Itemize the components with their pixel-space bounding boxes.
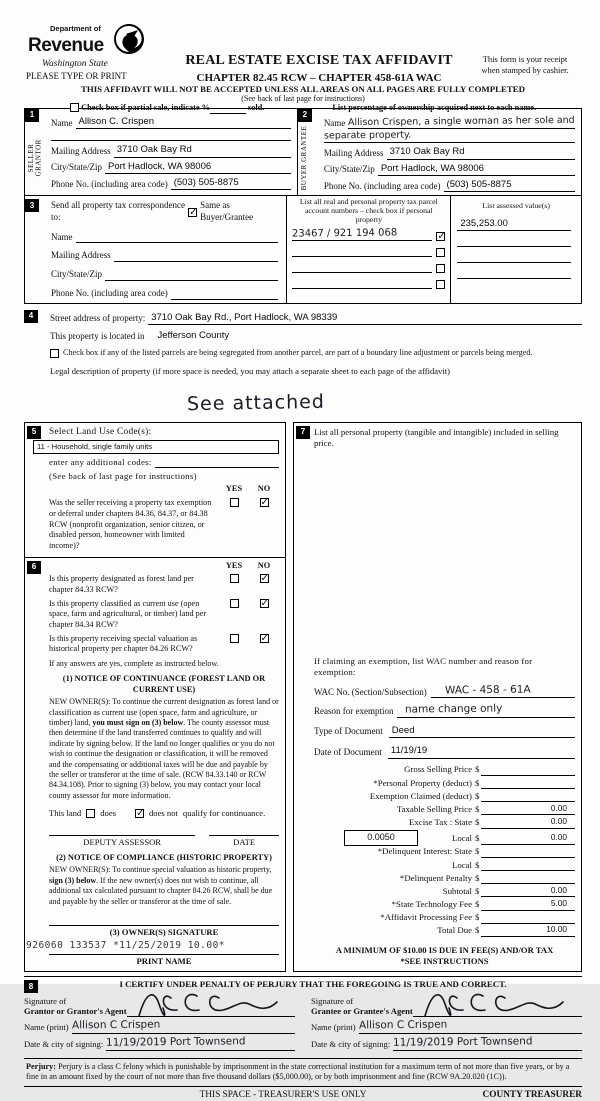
no-header: NO [257,484,271,494]
dollar-sign: $ [475,899,480,910]
parcel-numbers-column [286,196,450,302]
affidavit-processing-fee-value [567,911,575,921]
buyer-mailing-field[interactable] [387,146,575,159]
no-header-2: NO [257,560,271,570]
additional-codes-label: enter any additional codes: [49,456,152,467]
treasurer-space-label: THIS SPACE - TREASURER'S USE ONLY [199,1089,367,1100]
total-due-label: Total Due [437,925,472,936]
section-6-number: 6 [27,561,41,574]
wac-number-value: WAC - 458 - 61A [444,683,531,697]
see-attached-handwriting: See attached [186,390,326,416]
buyer-phone-label: Phone No. (including area code) [323,180,441,191]
continuance-heading: (1) NOTICE OF CONTINUANCE (FOREST LAND OR CURRENT USE) [62,674,266,695]
seller-phone-value: (503) 505-8875 [173,177,239,189]
grantee-date-city-value: 11/19/2019 Port Townsend [393,1035,533,1049]
subtotal-value: 0.00 [550,884,567,895]
exemption-reason-field[interactable] [397,703,575,718]
excise-tax-local-field[interactable] [481,832,575,844]
exemption-claimed-label: Exemption Claimed (deduct) [369,790,472,801]
street-address-value: 3710 Oak Bay Rd., Port Hadlock, WA 98339 [151,311,338,323]
revenue-swirl-icon [112,22,146,56]
assessed-values-column [450,196,581,302]
section-7-number: 7 [296,426,310,439]
grantee-date-city-field[interactable] [393,1036,582,1051]
seller-name2-field[interactable] [51,140,291,141]
logo-state-text: Washington State [42,59,108,70]
buyer-section [297,109,581,195]
parcel-column-header: List all real and personal property tax parcel account numbers – check box if personal property [299,197,438,225]
see-back-note: (See back of last page for instructions) [241,94,365,103]
street-address-field[interactable] [148,312,582,325]
owners-signature-line[interactable]: (3) OWNER(S) SIGNATURE [49,925,279,938]
state-technology-fee-value: 5.00 [550,898,567,909]
state-technology-fee-field[interactable] [481,898,575,910]
parcel-personal-checkbox-2[interactable] [436,248,445,257]
seller-mailing-field[interactable] [114,144,291,157]
print-name-line[interactable]: PRINT NAME [49,954,279,967]
section-3-number: 3 [25,199,39,212]
corr-phone-label: Phone No. (including area code) [51,287,168,298]
seller-name-value: Allison C. Crispen [78,116,154,127]
buyer-name2-field[interactable] [324,130,575,143]
land-does-not-checkbox[interactable] [135,809,144,818]
acceptance-warning: THIS AFFIDAVIT WILL NOT BE ACCEPTED UNLESS ALL AREAS ON ALL PAGES ARE FULLY COMPLETED [81,84,525,94]
document-type-value: Deed [391,724,415,736]
grantor-agent-label: Grantor or Grantor's Agent [24,1006,127,1017]
document-type-field[interactable] [389,725,575,738]
taxable-selling-price-label: Taxable Selling Price [396,803,472,814]
wac-number-field[interactable] [431,684,575,699]
grantor-date-city-field[interactable] [106,1036,295,1051]
land-does-checkbox[interactable] [86,809,95,818]
parties-box [24,108,582,304]
buyer-city-label: City/State/Zip [323,164,375,175]
q6c-no-checkbox[interactable] [260,634,269,643]
dollar-sign: $ [475,833,480,844]
gross-selling-price-field[interactable] [481,763,575,775]
dollar-sign: $ [475,803,480,814]
q6a-yes-checkbox[interactable] [230,574,239,583]
exemption-claimed-value [567,790,575,800]
buyer-mailing-label: Mailing Address [323,148,384,158]
logo-brand-text: Revenue [28,34,104,56]
local-rate-box[interactable]: 0.0050 [344,830,418,846]
street-address-label: Street address of property: [50,313,146,324]
delinquent-interest-state-label: *Delinquent Interest: State [377,846,472,857]
dollar-sign: $ [475,846,480,857]
grantee-date-city-label: Date & city of signing: [311,1039,391,1050]
current-use-question: Is this property classified as current use (open space, farm and agricultural, or timber) land per chapter 84.34 RCW? [49,598,207,629]
seller-city-label: City/State/Zip [51,162,102,173]
certification-section [24,976,582,1054]
buyer-city-value: Port Hadlock, WA 98006 [380,162,484,174]
corr-city-field[interactable] [105,280,278,281]
if-yes-note: If any answers are yes, complete as instructed below. [49,658,219,668]
grantor-name-print-label: Name (print) [24,1022,69,1033]
seller-phone-field[interactable] [171,177,291,190]
personal-property-deduct-field[interactable] [481,777,575,789]
delinquent-penalty-value [567,872,575,882]
perjury-notice: Perjury: Perjury is a class C felony which is punishable by imprisonment in the state correctional institution for a maximum term of not more than five years, or by a fine in an amount fixed by the court of not more than five thousand dollars ($5,000.00), or by both imprisonment and fine (RCW 9A.20.020 (1C)). [24,1058,582,1087]
assessed-field-4[interactable] [457,278,571,279]
parcel-value-1: 23467 / 921 194 068 [292,227,398,240]
grantor-signature-field[interactable] [127,993,295,1017]
corr-mailing-field[interactable] [114,261,279,262]
corr-name-field[interactable] [76,242,279,243]
buyer-mailing-value: 3710 Oak Bay Rd [389,146,465,158]
located-in-value: Jefferson County [157,329,230,341]
dollar-sign: $ [475,859,480,870]
forest-land-question: Is this property designated as forest land per chapter 84.33 RCW? [49,574,194,594]
wac-number-label: WAC No. (Section/Subsection) [314,686,427,697]
correspondence-section [25,196,286,302]
excise-tax-state-value: 0.00 [550,816,567,827]
seller-mailing-value: 3710 Oak Bay Rd [116,144,192,156]
this-land-label: This land [49,808,82,819]
document-type-label: Type of Document [314,726,383,737]
corr-city-label: City/State/Zip [51,269,102,280]
yes-header-2: YES [225,560,243,570]
delinquent-interest-local-field[interactable] [481,859,575,871]
dollar-sign: $ [475,777,480,788]
same-as-buyer-checkbox[interactable] [188,208,197,217]
land-use-column [24,422,286,973]
grantee-signature-scribble [419,986,569,1022]
affidavit-processing-fee-field[interactable] [481,911,575,923]
buyer-name-label: Name [323,117,346,128]
seller-mailing-label: Mailing Address [51,146,111,156]
q6c-yes-checkbox[interactable] [230,634,239,643]
receipt-note: This form is your receipt when stamped by cashier. [481,54,569,76]
dollar-sign: $ [475,912,480,923]
grantee-name-print-field[interactable] [359,1019,582,1034]
total-due-value: 10.00 [546,924,567,935]
compliance-heading: (2) NOTICE OF COMPLIANCE (HISTORIC PROPERTY) [56,853,272,863]
assessor-date-line[interactable]: DATE [209,835,279,848]
ownership-note: List percentage of ownership acquired next to each name. [332,103,537,112]
grantor-signature-of-label: Signature of [24,996,67,1007]
land-use-section [25,423,285,558]
corr-phone-field[interactable] [171,299,279,300]
section-4-number: 4 [24,310,38,323]
section-2-number: 2 [298,109,312,122]
legal-description-note: Legal description of property (if more space is needed, you may attach a separate sheet to each page of the affidavit) [50,365,450,376]
seller-city-field[interactable] [105,161,291,174]
minimum-fee-note: A MINIMUM OF $10.00 IS DUE IN FEE(S) AND/OR TAX *SEE INSTRUCTIONS [335,944,554,967]
taxable-selling-price-value: 0.00 [550,802,567,813]
delinquent-penalty-field[interactable] [481,872,575,884]
buyer-city-field[interactable] [378,163,575,176]
section-8-number: 8 [24,980,38,993]
dollar-sign: $ [475,872,480,883]
personal-property-note: List all personal property (tangible and intangible) included in selling price. [314,426,559,449]
segregated-note: Check box if any of the listed parcels are being segregated from another parcel, are part of a boundary line adjustment or parcels being merged. [63,348,533,358]
dollar-sign: $ [475,790,480,801]
seller-phone-label: Phone No. (including area code) [51,178,168,189]
yes-header: YES [225,484,243,494]
seller-name-field[interactable] [76,116,291,129]
grantee-signature-of-label: Signature of [311,996,354,1007]
buyer-phone-field[interactable] [444,179,575,192]
correspondence-label: Send all property tax correspondence to: [51,200,185,223]
seller-side-label: SELLER GRANTOR [27,139,43,177]
does-not-label: does not [149,808,178,819]
personal-property-deduct-value [567,777,575,787]
grantor-date-city-value: 11/19/2019 Port Townsend [106,1035,246,1049]
sold-label: sold. [248,103,265,112]
dollar-sign: $ [475,817,480,828]
grantee-name-print-value: Allison C Crispen [358,1018,447,1032]
partial-sale-label: Check box if partial sale, indicate % [81,103,210,112]
seller-name-label: Name [51,117,73,128]
delinquent-penalty-label: *Delinquent Penalty [399,872,472,883]
exemption-reason-label: Reason for exemption [314,706,394,717]
grantor-signature-scribble [133,986,283,1022]
q5-yes-checkbox[interactable] [230,498,239,507]
compliance-paragraph: NEW OWNER(S): To continue special valuation as historic property, sign (3) below. If the new owner(s) does not wish to continue, all additional tax calculated pursuant to chapter 84.26 RCW, shall be due and payable by the seller or transferor at the time of sale. [49,865,273,906]
assessed-field-3[interactable] [457,262,571,263]
exemption-deferral-question: Was the seller receiving a property tax exemption or deferral under chapters 84.36, 84.37, or 84.38 RCW (nonprofit organization, senior citizen, or disabled person, homeowner with limited income)? [49,498,212,550]
parcel-field-3[interactable] [292,272,432,273]
excise-tax-state-field[interactable] [481,816,575,828]
dollar-sign: $ [475,764,480,775]
subtotal-label: Subtotal [442,885,472,896]
taxable-selling-price-field[interactable] [481,803,575,815]
total-due-field[interactable] [481,924,575,936]
buyer-phone-value: (503) 505-8875 [446,179,512,191]
buyer-name-field[interactable] [348,116,575,129]
gross-selling-price-label: Gross Selling Price [404,764,472,775]
grantee-signature-field[interactable] [413,993,582,1017]
exemption-reason-value: name change only [405,702,503,716]
corr-mailing-label: Mailing Address [51,250,111,261]
section-5-number: 5 [27,426,41,439]
seller-city-value: Port Hadlock, WA 98006 [108,160,212,172]
logo-dept-text: Department of [50,24,101,33]
state-technology-fee-label: *State Technology Fee [391,899,472,910]
cashier-stamp: 926060 133537 *11/25/2019 10.00* [26,940,226,951]
buyer-name-value-line1: Allison Crispen, a single woman as her sole and [348,114,576,129]
same-as-buyer-label: Same as Buyer/Grantee [200,200,254,223]
does-label: does [100,808,116,819]
qualify-label: qualify for continuance. [182,808,266,819]
section-1-number: 1 [25,109,39,122]
deputy-assessor-line[interactable]: DEPUTY ASSESSOR [49,835,195,848]
document-date-field[interactable] [388,745,575,758]
form-header [24,24,582,112]
q6b-no-checkbox[interactable] [260,599,269,608]
affidavit-processing-fee-label: *Affidavit Processing Fee [380,912,472,923]
form-subtitle: CHAPTER 82.45 RCW – CHAPTER 458-61A WAC [196,72,442,85]
delinquent-interest-state-field[interactable] [481,845,575,857]
exemption-claimed-field[interactable] [481,790,575,802]
dollar-sign: $ [475,925,480,936]
assessed-field-1[interactable] [457,218,571,231]
q6a-no-checkbox[interactable] [260,574,269,583]
seller-section [25,109,297,195]
personal-property-deduct-label: *Personal Property (deduct) [373,777,472,788]
buyer-name-value-line2: separate property. [323,129,412,142]
delinquent-interest-state-value [567,845,575,855]
subtotal-field[interactable] [481,885,575,897]
delinquent-interest-local-value [567,859,575,869]
q6b-yes-checkbox[interactable] [230,599,239,608]
grantor-name-print-field[interactable] [72,1019,295,1034]
parcel-field-4[interactable] [292,288,432,289]
segregated-checkbox[interactable] [50,349,59,358]
please-type-note: PLEASE TYPE OR PRINT [26,71,127,81]
county-treasurer-label: COUNTY TREASURER [482,1089,582,1100]
historical-property-question: Is this property receiving special valuation as historical property per chapter 84.26 RCW? [49,633,198,654]
located-in-label: This property is located in [50,330,145,341]
assessed-value-1: 235,253.00 [460,217,508,229]
q5-no-checkbox[interactable] [260,498,269,507]
document-date-label: Date of Document [314,746,382,757]
classification-section [25,558,285,972]
parcel-field-2[interactable] [292,256,432,257]
assessed-field-2[interactable] [457,246,571,247]
corr-name-label: Name [51,231,73,242]
land-use-title: Select Land Use Code(s): [49,426,152,437]
parcel-personal-checkbox-4[interactable] [436,280,445,289]
buyer-side-label: BUYER GRANTEE [299,125,308,191]
parcel-field-1[interactable] [292,227,432,241]
assessed-column-header: List assessed value(s) [482,201,550,211]
grantor-name-print-value: Allison C Crispen [71,1018,160,1032]
excise-tax-local-value: 0.00 [550,832,567,843]
excise-tax-state-label: Excise Tax : State [409,817,472,828]
parcel-personal-checkbox-1[interactable] [436,232,445,241]
tax-computation-column [293,422,582,973]
excise-tax-local-label: Local [451,833,472,844]
delinquent-interest-local-label: Local [451,859,472,870]
parcel-personal-checkbox-3[interactable] [436,264,445,273]
sec5-see-back: (See back of last page for instructions) [49,471,197,482]
grantee-agent-label: Grantee or Grantee's Agent [311,1006,413,1017]
exemption-intro: If claiming an exemption, list WAC number and reason for exemption: [314,655,533,678]
document-date-value: 11/19/19 [390,745,428,757]
property-section [24,304,582,416]
grantor-date-city-label: Date & city of signing: [24,1039,104,1050]
gross-selling-price-value [567,763,575,773]
form-title: REAL ESTATE EXCISE TAX AFFIDAVIT [185,53,453,68]
continuance-paragraph: NEW OWNER(S): To continue the current designation as forest land or classification as current use (open space, farm and agriculture, or timber) land, you must sign on (3) below. The county assessor must then determine if the land transferred continues to qualify and will indicate by signing below. If the land no longer qualifies or you do not wish to continue the designation or classification, it will be removed and the compensating or additional taxes will be due and payable by the seller or transferor at the time of sale. (RCW 84.33.140 or RCW 84.34.108). Prior to signing (3) below, you may contact your local county assessor for more information. [49,697,279,800]
land-use-code-select[interactable]: 11 - Household, single family units [33,440,279,454]
certify-statement: I CERTIFY UNDER PENALTY OF PERJURY THAT THE FOREGOING IS TRUE AND CORRECT. [119,979,507,990]
dollar-sign: $ [475,885,480,896]
additional-codes-field[interactable] [155,467,279,468]
grantee-name-print-label: Name (print) [311,1022,356,1033]
